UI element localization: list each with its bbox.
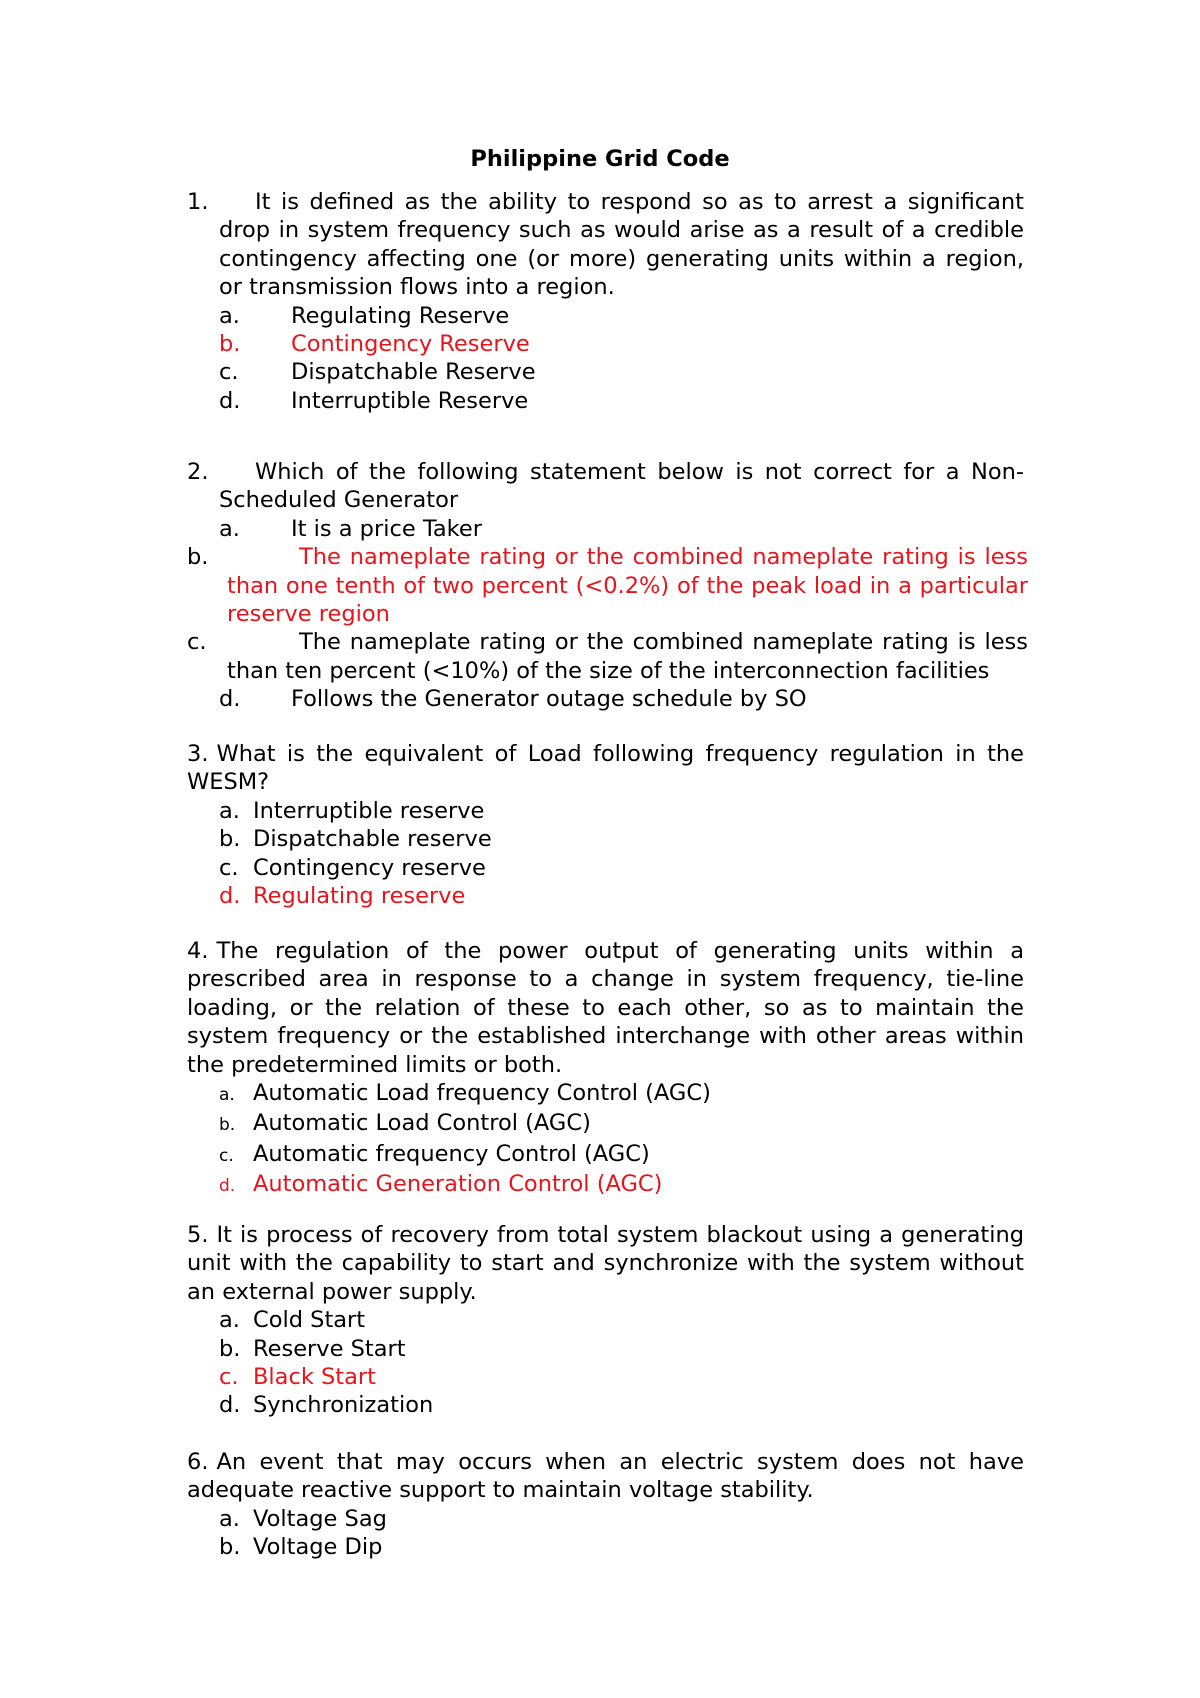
option-text: Contingency Reserve [291,331,530,358]
option-d[interactable] [187,685,1024,713]
option-label: c. [219,359,239,386]
option-text: Voltage Sag [253,1505,387,1532]
option-label: c. [187,629,207,656]
option-text: Automatic Generation Control (AGC) [253,1171,663,1198]
option-d-answer[interactable] [187,1170,1024,1200]
option-b[interactable] [187,1335,1024,1363]
question-number: 5. [187,1222,209,1248]
option-text: Synchronization [253,1392,434,1419]
page-title: Philippine Grid Code [470,146,730,172]
option-c[interactable] [187,854,1024,882]
option-c[interactable] [155,628,1028,685]
option-text: Dispatchable reserve [253,826,492,853]
question-text: The regulation of the power output of generating units within a prescribed area in response to a change in system frequency, tie-line loading, or the relation of these to each other, so as to maintain the system frequency or the established interchange with other areas within the predetermined limits or both. [187,938,1024,1078]
question-stem [187,458,1024,515]
option-label: d. [219,1392,241,1419]
option-text: Regulating reserve [253,883,466,910]
option-text: Black Start [253,1364,376,1391]
question-text: It is defined as the ability to respond so as to arrest a significant drop in system frequency such as would arise as a result of a credible contingency affecting one (or more) generating units within a region, or transmission flows into a region. [219,189,1024,301]
option-text: Cold Start [253,1307,366,1334]
option-label: b. [187,544,209,571]
option-text: It is a price Taker [291,515,482,542]
question-stem [187,1448,1024,1505]
option-d-answer[interactable] [187,882,1024,910]
option-d[interactable] [187,387,1024,415]
option-b[interactable] [187,1109,1024,1139]
question-number: 6. [187,1449,209,1475]
option-text: Reserve Start [253,1335,406,1362]
question-text: What is the equivalent of Load following frequency regulation in the WESM? [187,741,1024,796]
option-c-answer[interactable] [187,1363,1024,1391]
option-text: Follows the Generator outage schedule by SO [291,686,807,713]
option-label: d. [219,883,241,910]
option-text: The nameplate rating or the combined nameplate rating is less than ten percent (<10%) of the size of the interconnection facilities [227,629,1028,684]
option-label: b. [219,1115,236,1136]
question-4 [187,937,1024,1201]
option-text: Interruptible reserve [253,797,485,824]
question-6 [187,1448,1024,1562]
option-label: d. [219,1176,236,1197]
option-text: Voltage Dip [253,1534,383,1561]
question-stem [187,188,1024,302]
option-label: a. [219,797,240,824]
option-text: Automatic Load frequency Control (AGC) [253,1080,711,1107]
option-label: b. [219,331,241,358]
option-label: a. [219,1505,240,1532]
option-b[interactable] [187,1533,1024,1561]
question-2 [187,458,1028,714]
option-c[interactable] [187,358,1024,386]
question-number: 4. [187,938,209,964]
option-b-answer[interactable] [187,330,1024,358]
option-text: Regulating Reserve [291,302,510,329]
option-a[interactable] [187,1505,1024,1533]
option-a[interactable] [187,797,1024,825]
option-label: b. [219,826,241,853]
question-stem [187,937,1024,1079]
question-text: It is process of recovery from total system blackout using a generating unit with the capability to start and synchronize with the system without an external power supply. [187,1222,1024,1305]
option-label: c. [219,1364,239,1391]
option-label: b. [219,1534,241,1561]
option-b-answer[interactable] [155,543,1028,628]
option-a[interactable] [187,515,1024,543]
option-label: c. [219,854,239,881]
option-text: The nameplate rating or the combined nameplate rating is less than one tenth of two percent (<0.2%) of the peak load in a particular reserve region [227,544,1028,628]
option-a[interactable] [187,1306,1024,1334]
option-label: a. [219,1307,240,1334]
option-label: c. [219,1145,234,1166]
question-stem [187,740,1024,797]
question-number: 3. [187,741,209,767]
option-text: Automatic Load Control (AGC) [253,1110,591,1137]
option-text: Dispatchable Reserve [291,359,536,386]
option-text: Contingency reserve [253,854,486,881]
option-a[interactable] [187,302,1024,330]
question-3 [187,740,1024,910]
option-a[interactable] [187,1079,1024,1109]
question-number: 2. [187,459,209,485]
question-1 [187,188,1024,415]
question-text: Which of the following statement below is not correct for a Non-Scheduled Generator [219,459,1024,514]
option-c[interactable] [187,1140,1024,1170]
question-5 [187,1221,1024,1420]
option-label: b. [219,1335,241,1362]
option-b[interactable] [187,825,1024,853]
option-label: d. [219,686,241,713]
option-d[interactable] [187,1391,1024,1419]
option-label: d. [219,387,241,414]
option-label: a. [219,515,240,542]
option-label: a. [219,302,240,329]
question-number: 1. [187,189,209,215]
option-label: a. [219,1085,235,1106]
question-stem [187,1221,1024,1306]
question-text: An event that may occurs when an electric system does not have adequate reactive support to maintain voltage stability. [187,1449,1024,1504]
option-text: Interruptible Reserve [291,387,529,414]
option-text: Automatic frequency Control (AGC) [253,1140,650,1167]
